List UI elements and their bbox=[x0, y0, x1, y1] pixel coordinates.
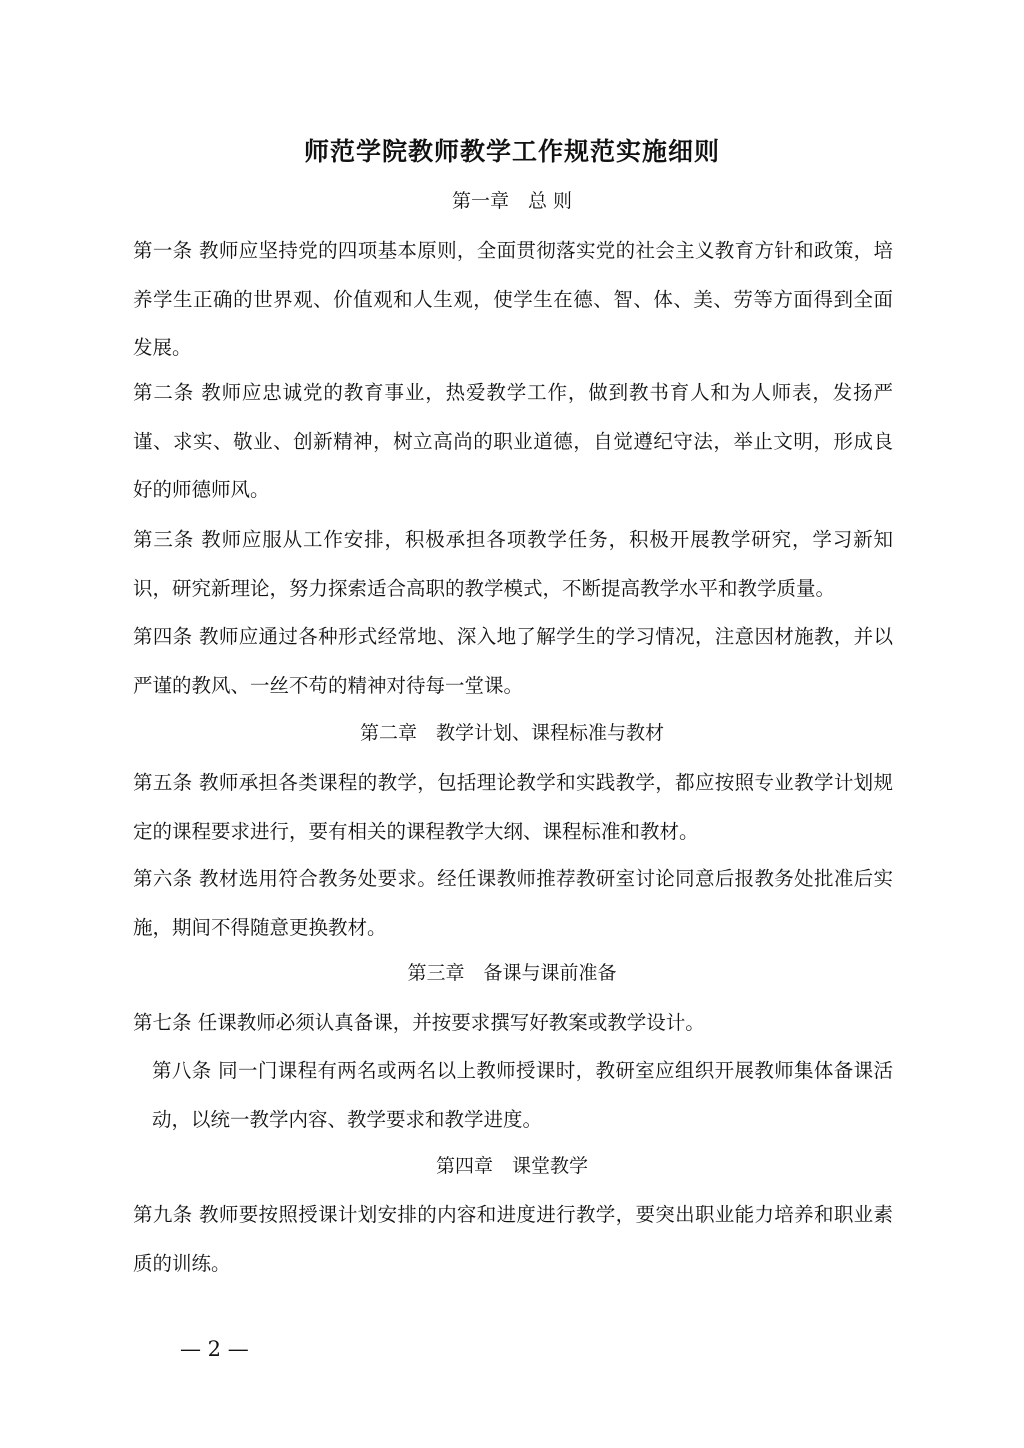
article-3: 第三条 教师应服从工作安排，积极承担各项教学任务，积极开展教学研究，学习新知识，研究新理论，努力探索适合高职的教学模式，不断提高教学水平和教学质量。 bbox=[133, 528, 893, 600]
article-8: 第八条 同一门课程有两名或两名以上教师授课时，教研室应组织开展教师集体备课活动，以统一教学内容、教学要求和教学进度。 bbox=[152, 1059, 893, 1131]
chapter-heading-2: 第二章 教学计划、课程标准与教材 bbox=[359, 722, 664, 744]
chapter-heading-1: 第一章 总 则 bbox=[451, 190, 573, 212]
document-title: 师范学院教师教学工作规范实施细则 bbox=[303, 137, 720, 166]
article-9: 第九条 教师要按照授课计划安排的内容和进度进行教学，要突出职业能力培养和职业素质的训练。 bbox=[133, 1203, 893, 1275]
article-2: 第二条 教师应忠诚党的教育事业，热爱教学工作，做到教书育人和为人师表，发扬严谨、求实、敬业、创新精神，树立高尚的职业道德，自觉遵纪守法，举止文明，形成良好的师德师风。 bbox=[133, 381, 893, 501]
article-1: 第一条 教师应坚持党的四项基本原则，全面贯彻落实党的社会主义教育方针和政策，培养学生正确的世界观、价值观和人生观，使学生在德、智、体、美、劳等方面得到全面发展。 bbox=[133, 239, 893, 359]
chapter-heading-4: 第四章 课堂教学 bbox=[435, 1155, 588, 1177]
page-number: — 2 — bbox=[180, 1337, 249, 1361]
article-7: 第七条 任课教师必须认真备课，并按要求撰写好教案或教学设计。 bbox=[133, 1011, 705, 1034]
article-4: 第四条 教师应通过各种形式经常地、深入地了解学生的学习情况，注意因材施教，并以严谨的教风、一丝不苟的精神对待每一堂课。 bbox=[133, 625, 893, 697]
article-5: 第五条 教师承担各类课程的教学，包括理论教学和实践教学，都应按照专业教学计划规定的课程要求进行，要有相关的课程教学大纲、课程标准和教材。 bbox=[133, 771, 893, 843]
chapter-heading-3: 第三章 备课与课前准备 bbox=[407, 962, 617, 984]
article-6: 第六条 教材选用符合教务处要求。经任课教师推荐教研室讨论同意后报教务处批准后实施，期间不得随意更换教材。 bbox=[133, 867, 893, 939]
